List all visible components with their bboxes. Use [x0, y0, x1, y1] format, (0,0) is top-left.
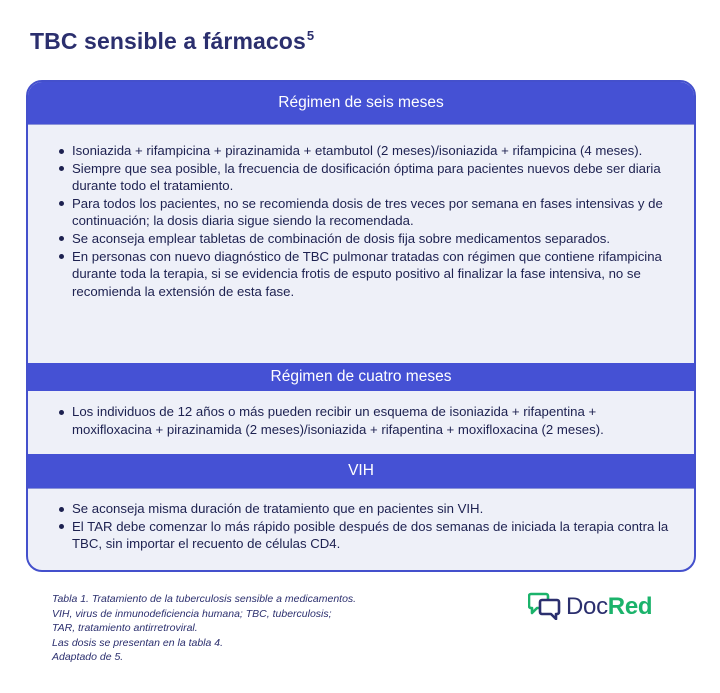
section-header-vih: VIH: [28, 454, 694, 488]
caption-line: TAR, tratamiento antirretroviral.: [52, 622, 198, 635]
chat-bubbles-icon: [528, 590, 562, 625]
caption-line: Tabla 1. Tratamiento de la tuberculosis sensible a medicamentos.: [52, 593, 357, 605]
section-header-four-months: Régimen de cuatro meses: [28, 363, 694, 391]
docred-logo: [528, 590, 652, 624]
vih-list: [56, 500, 674, 553]
list-item: El TAR debe comenzar lo más rápido posible después de dos semanas de iniciada la terapia contra la TBC, sin importar el recuento de células CD4.: [56, 518, 674, 553]
list-item: Siempre que sea posible, la frecuencia de dosificación óptima para pacientes nuevos debe ser diaria durante todo el tratamiento.: [56, 160, 674, 195]
divider: [28, 488, 694, 489]
logo-text: [566, 593, 652, 621]
logo-red: Red: [607, 593, 653, 620]
logo-doc: Doc: [566, 593, 608, 620]
table-caption: [52, 592, 472, 665]
list-item: Se aconseja misma duración de tratamiento que en pacientes sin VIH.: [56, 500, 674, 518]
list-item: Para todos los pacientes, no se recomienda dosis de tres veces por semana en fases intensivas y de continuación; la dosis diaria sigue siendo la recomendada.: [56, 195, 674, 230]
section-header-six-months: Régimen de seis meses: [28, 82, 694, 124]
caption-line: VIH, virus de inmunodeficiencia humana; TBC, tuberculosis;: [52, 607, 332, 620]
title-text: TBC sensible a fármacos: [30, 28, 306, 54]
list-item: Los individuos de 12 años o más pueden recibir un esquema de isoniazida + rifapentina + moxifloxacina + pirazinamida (2 meses)/isoniazida + rifapentina + moxifloxacina (2 meses).: [56, 403, 674, 438]
list-item: Se aconseja emplear tabletas de combinación de dosis fija sobre medicamentos separados.: [56, 230, 674, 248]
caption-line: Las dosis se presentan en la tabla 4.: [52, 636, 224, 649]
list-item: En personas con nuevo diagnóstico de TBC pulmonar tratadas con régimen que contiene rifampicina durante toda la terapia, si se evidencia frotis de esputo positivo al finalizar la fase intensiva, no se recomienda la extensión de esta fase.: [56, 248, 674, 301]
regimen-card: [26, 80, 696, 572]
title-footnote: 5: [306, 28, 315, 43]
six-months-list: [56, 142, 674, 300]
page-title: [30, 28, 314, 55]
list-item: Isoniazida + rifampicina + pirazinamida + etambutol (2 meses)/isoniazida + rifampicina (4 meses).: [56, 142, 674, 160]
divider: [28, 124, 694, 125]
caption-line: Adaptado de 5.: [52, 651, 124, 664]
four-months-list: [56, 403, 674, 438]
